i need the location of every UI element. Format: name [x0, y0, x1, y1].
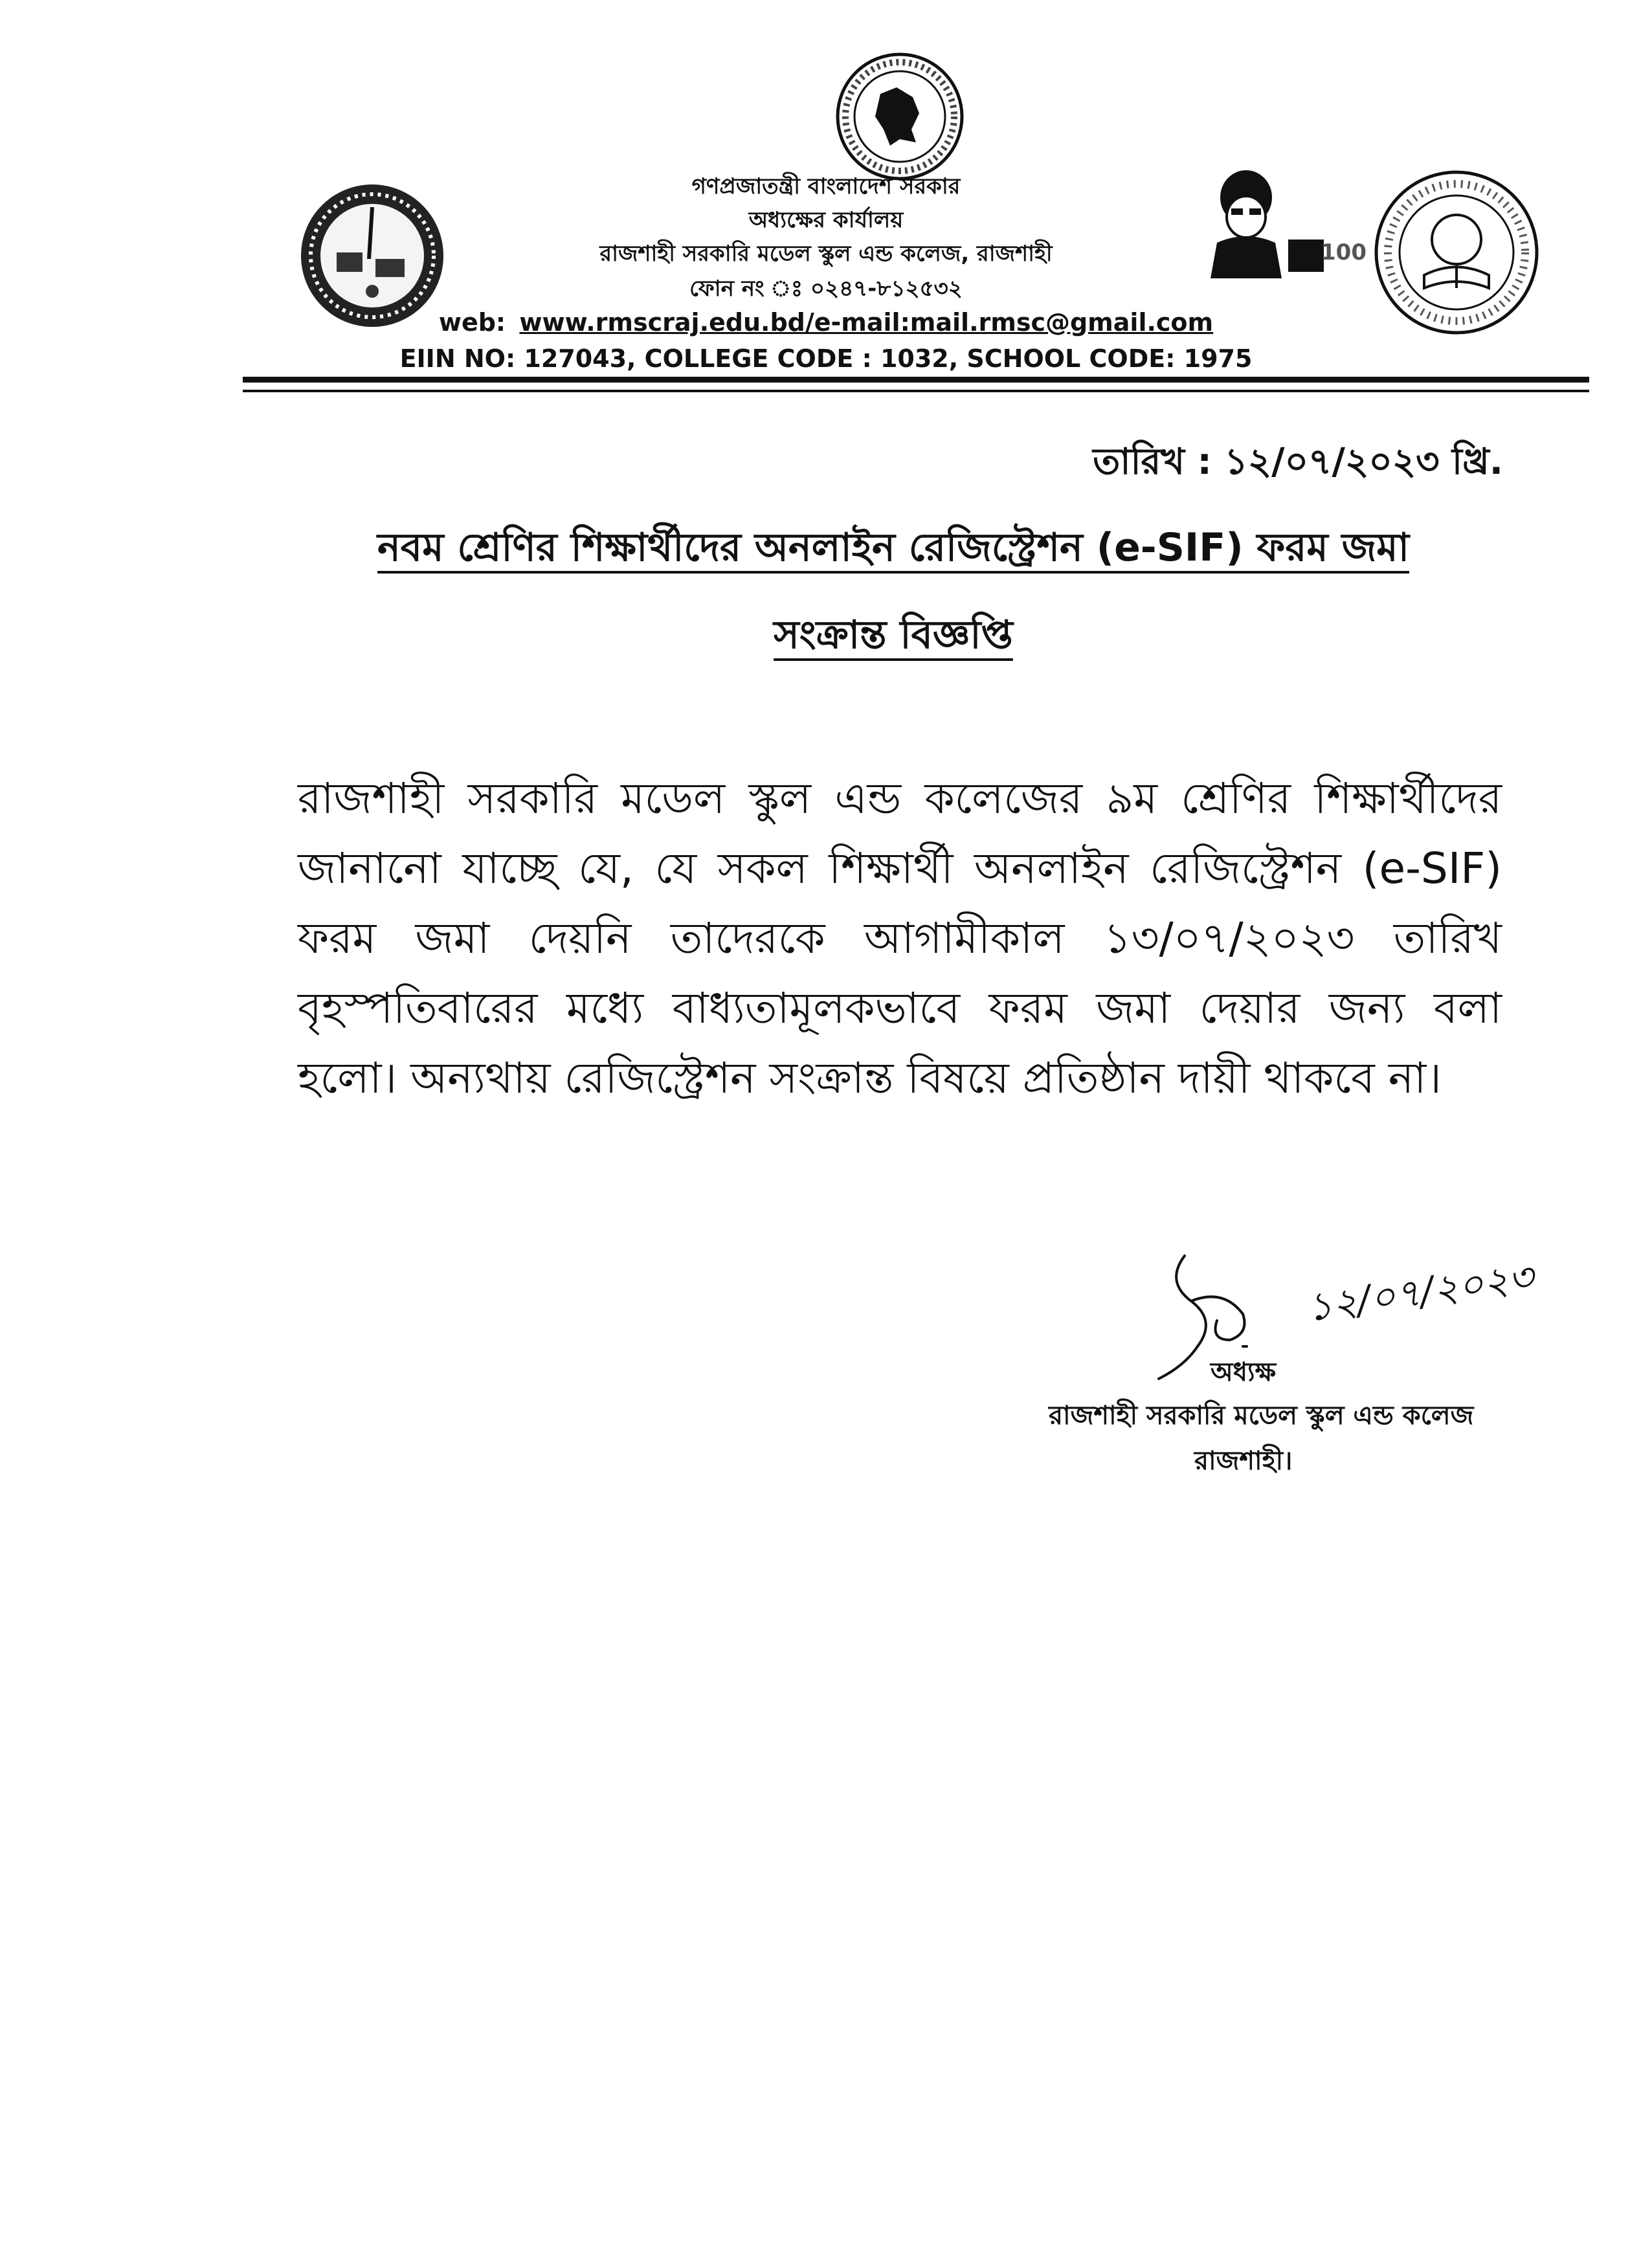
notice-body: রাজশাহী সরকারি মডেল স্কুল এন্ড কলেজের ৯ম শ্রেণির শিক্ষার্থীদের জানানো যাচ্ছে যে, যে সকল শিক্ষার্থী অনলাইন রেজিস্ট্রেশন (e-SIF) ফরম জমা দেয়নি তাদেরকে আগামীকাল ১৩/০৭/২০২৩ তারিখ বৃহস্পতিবারের মধ্যে বাধ্যতামূলকভাবে ফরম জমা দেয়ার জন্য বলা হলো। অন্যথায় রেজিস্ট্রেশন সংক্রান্ত বিষয়ে প্রতিষ্ঠান দায়ী থাকবে না। — [298, 774, 1502, 1103]
signature-city: রাজশাহী। — [1194, 1446, 1293, 1476]
signature-designation: অধ্যক্ষ — [1211, 1357, 1277, 1387]
header-web-line — [0, 308, 1652, 337]
web-label: web: — [438, 308, 506, 337]
header-govt: গণপ্রজাতন্ত্রী বাংলাদেশ সরকার — [691, 173, 961, 199]
signature-handwritten-date: ১২/০৭/২০২৩ — [1304, 1254, 1537, 1331]
mujib-100-text: 100 — [1321, 240, 1367, 265]
notice-title-line2: সংক্রান্ত বিজ্ঞপ্তি — [774, 612, 1013, 658]
notice-date: তারিখ : ১২/০৭/২০২৩ খ্রি. — [1093, 441, 1503, 483]
header-office: অধ্যক্ষের কার্যালয় — [748, 207, 904, 233]
header-codes: EIIN NO: 127043, COLLEGE CODE : 1032, SCHOOL CODE: 1975 — [399, 344, 1253, 373]
header-phone: ফোন নং ঃ ০২৪৭-৮১২৫৩২ — [689, 276, 963, 302]
web-link[interactable]: www.rmscraj.edu.bd/e-mail:mail.rmsc@gmail.com — [519, 308, 1214, 337]
header-divider-thin — [243, 390, 1589, 392]
government-seal-icon — [835, 52, 965, 181]
signature-institution: রাজশাহী সরকারি মডেল স্কুল এন্ড কলেজ — [1049, 1401, 1474, 1431]
notice-title-line1: নবম শ্রেণির শিক্ষার্থীদের অনলাইন রেজিস্ট্রেশন (e-SIF) ফরম জমা — [377, 525, 1410, 570]
header-institution: রাজশাহী সরকারি মডেল স্কুল এন্ড কলেজ, রাজশাহী — [599, 241, 1053, 267]
header-divider-thick — [243, 377, 1589, 383]
